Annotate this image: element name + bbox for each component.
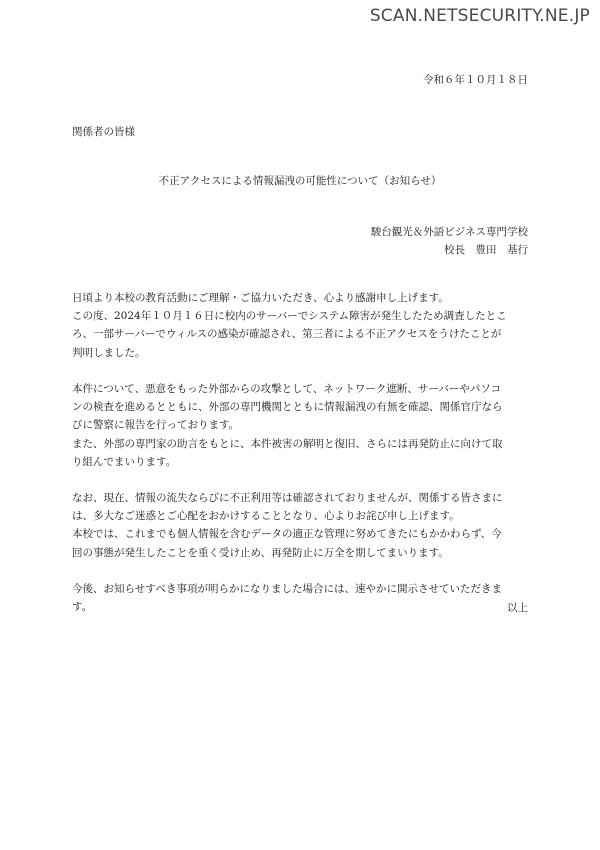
addressee: 関係者の皆様 [72, 126, 135, 138]
body-line: ろ、一部サーバーでウィルスの感染が確認され、第三者による不正アクセスをうけたことが [72, 328, 502, 341]
paragraph-gap [72, 362, 532, 380]
body-line: びに警察に報告を行っております。 [72, 419, 240, 432]
body-line: す。 [72, 601, 93, 614]
body-line: また、外部の専門家の助言をもとに、本件被害の解明と復旧、さらには再発防止に向けて取 [72, 437, 503, 450]
body-line: 判明しました。 [72, 346, 146, 359]
document-body [72, 289, 532, 616]
body-line: ンの検査を進めるとともに、外部の専門機関とともに情報漏洩の有無を確認、関係官庁なら [72, 401, 503, 414]
site-watermark: SCAN.NETSECURITY.NE.JP [369, 6, 590, 26]
body-line: 今後、お知らせすべき事項が明らかになりました場合には、速やかに開示させていただきま [72, 583, 502, 595]
document-title: 不正アクセスによる情報漏洩の可能性について（お知らせ） [158, 175, 442, 187]
sender-name: 校長 豊田 基行 [444, 244, 528, 256]
body-line: 本件について、悪意をもった外部からの攻撃として、ネットワーク遮断、サーバーやパソコ [72, 382, 502, 395]
body-line: 日頃より本校の教育活動にご理解・ご協力いただき、心より感謝申し上げます。 [72, 292, 449, 304]
closing-mark: 以上 [507, 602, 528, 614]
sender-organization: 駿台観光＆外語ビジネス専門学校 [370, 226, 528, 238]
document-date: 令和６年１０月１８日 [423, 74, 528, 86]
body-line: 回の事態が発生したことを重く受け止め、再発防止に万全を期してまいります。 [72, 546, 449, 559]
paragraph-gap [72, 471, 532, 489]
body-line: は、多大なご迷惑とご心配をおかけすることとなり、心よりお詫び申し上げます。 [72, 510, 460, 523]
body-line: 本校では、これまでも個人情報を含むデータの適正な管理に努めてきたにもかかわらず、今 [72, 528, 502, 541]
body-line: り組んでまいります。 [72, 455, 177, 468]
paragraph-gap [72, 562, 532, 580]
body-line: なお、現在、情報の流失ならびに不正利用等は確認されておりませんが、関係する皆さまに [72, 492, 503, 505]
body-line: この度、2024年１０月１６日に校内のサーバーでシステム障害が発生したため調査したとこ [72, 310, 507, 323]
